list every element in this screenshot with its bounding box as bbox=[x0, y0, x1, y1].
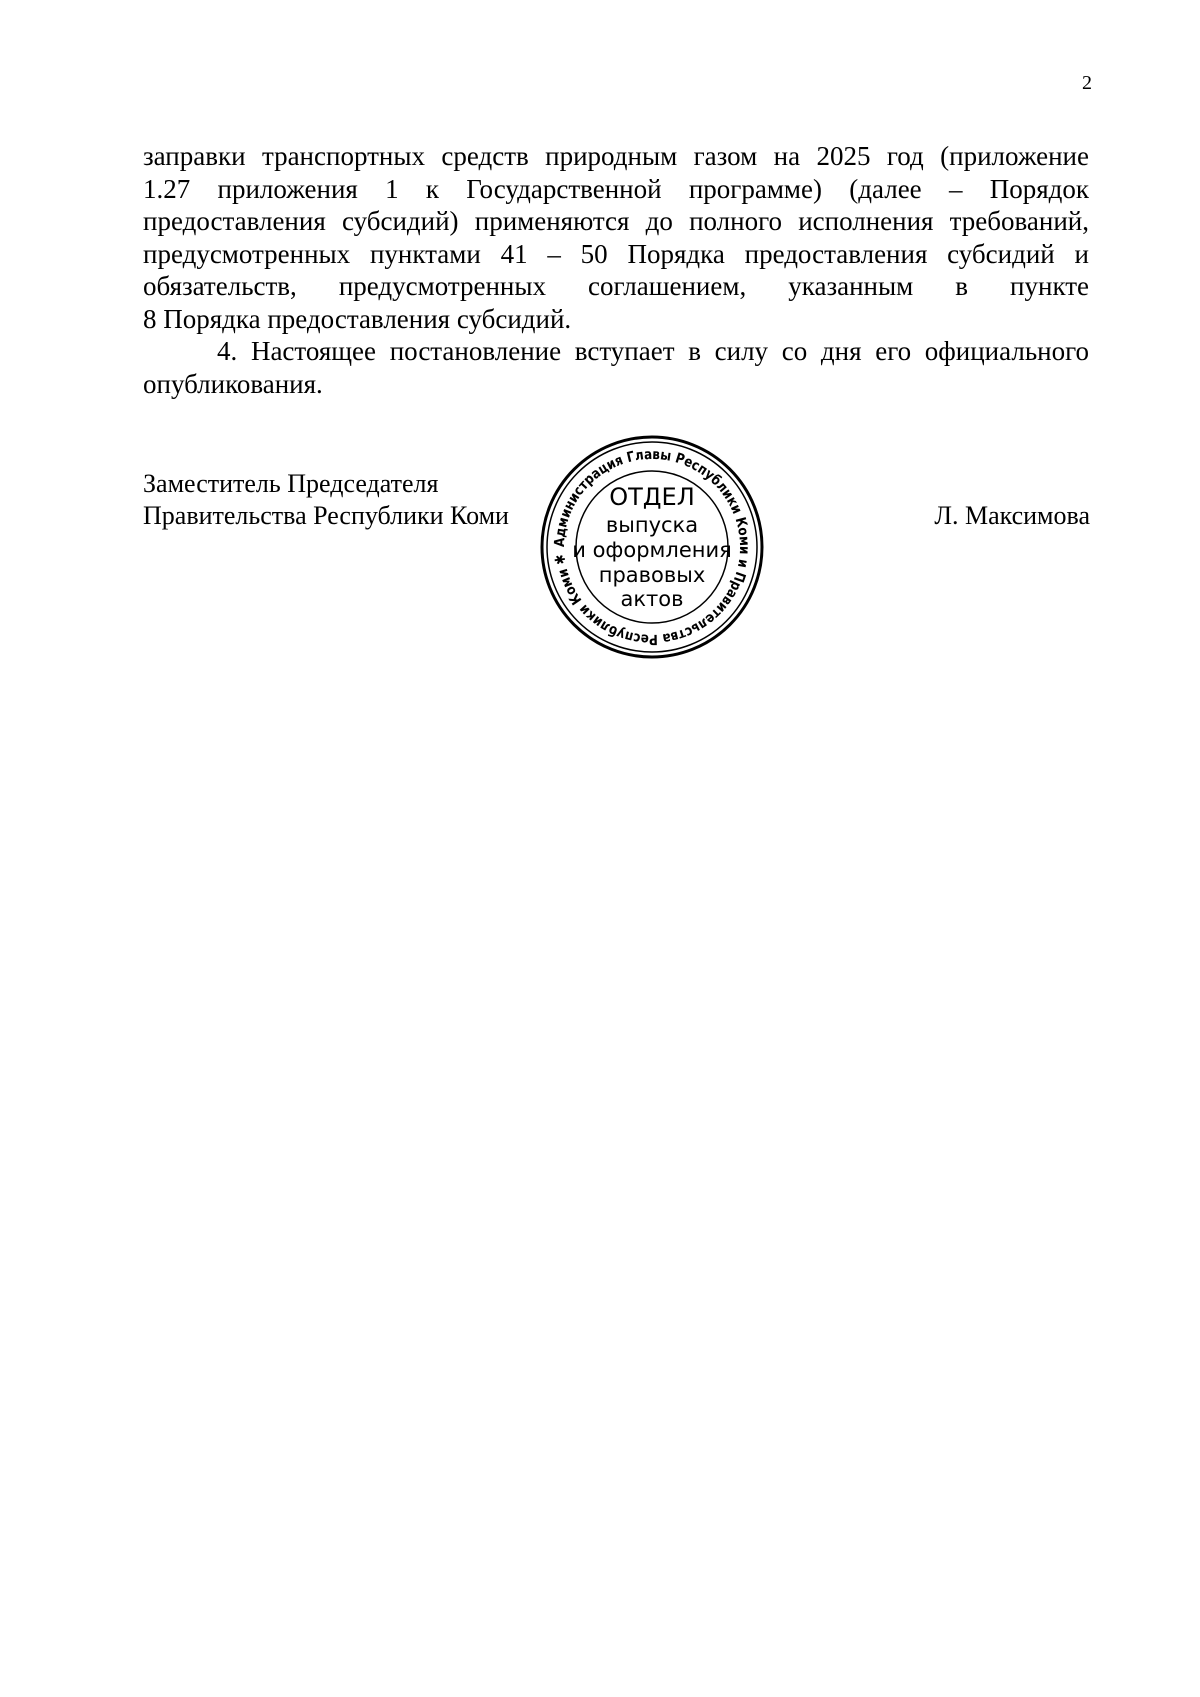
page-number: 2 bbox=[1082, 72, 1092, 94]
body-line: 8 Порядка предоставления субсидий. bbox=[143, 303, 572, 334]
body-line: предусмотренных пунктами 41 – 50 Порядка предоставления субсидий и bbox=[143, 238, 1089, 269]
signer-position bbox=[143, 468, 509, 532]
stamp-center-line: правовых bbox=[598, 563, 706, 587]
body-line: предоставления субсидий) применяются до полного исполнения требований, bbox=[143, 206, 1089, 236]
paragraph-4-line: 4. Настоящее постановление вступает в силу со дня его официального bbox=[217, 336, 1089, 366]
signer-name: Л. Максимова bbox=[934, 501, 1090, 530]
official-stamp-seal bbox=[537, 432, 767, 662]
body-line: обязательств, предусмотренных соглашением, указанным в пункте bbox=[143, 271, 1089, 301]
body-line: 1.27 приложения 1 к Государственной программе) (далее – Порядок bbox=[143, 173, 1089, 204]
signer-position-line: Правительства Республики Коми bbox=[143, 501, 509, 530]
stamp-center-line: выпуска bbox=[605, 513, 699, 537]
document-body bbox=[143, 140, 1089, 400]
body-line: заправки транспортных средств природным газом на 2025 год (приложение bbox=[143, 141, 1089, 171]
stamp-center-line: ОТДЕЛ bbox=[609, 483, 695, 511]
stamp-center-line: актов bbox=[620, 587, 684, 611]
signer-position-line: Заместитель Председателя bbox=[143, 469, 439, 498]
stamp-center-line: и оформления bbox=[572, 538, 732, 562]
stamp-ring-text: Администрация Главы Республики Коми и Правительства Республики Коми ✱ bbox=[551, 446, 753, 648]
paragraph-4-line: опубликования. bbox=[143, 368, 323, 399]
